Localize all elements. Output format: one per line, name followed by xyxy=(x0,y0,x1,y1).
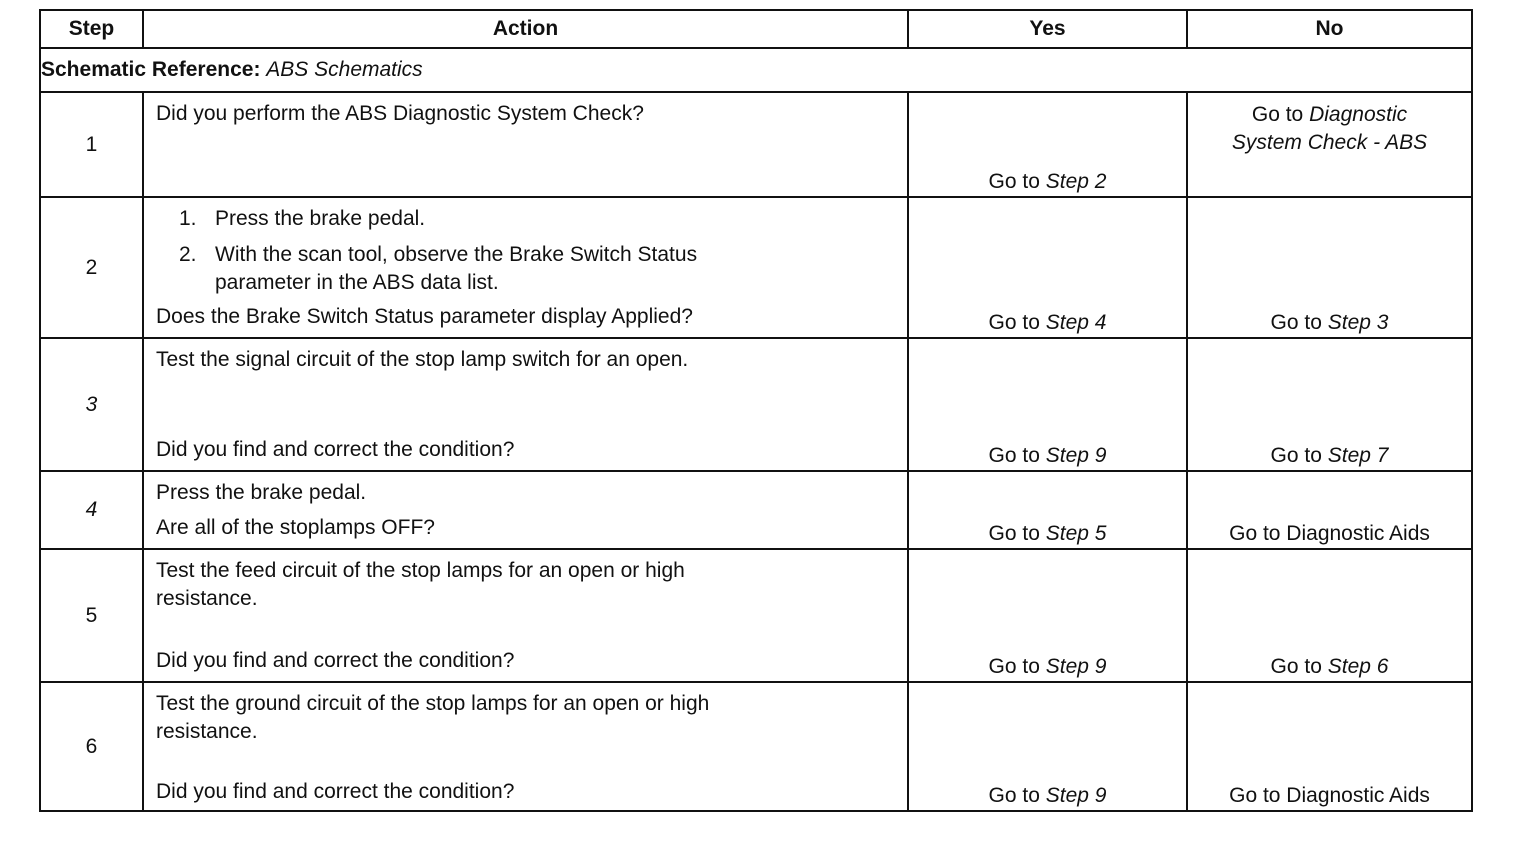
no-prefix: Go to xyxy=(1270,655,1322,678)
yes-cell xyxy=(908,92,1187,197)
list-text-line2: parameter in the ABS data list. xyxy=(215,271,499,294)
action-text-line1: Test the feed circuit of the stop lamps for an open or high xyxy=(156,559,685,582)
step-number: 5 xyxy=(40,549,143,682)
yes-step-ref: Step 5 xyxy=(1045,522,1107,545)
no-cell xyxy=(1187,549,1472,682)
no-cell: Go to Diagnostic Aids xyxy=(1187,471,1472,549)
yes-cell xyxy=(908,338,1187,471)
action-cell xyxy=(143,471,908,549)
list-number: 2. xyxy=(179,243,197,266)
action-cell xyxy=(143,338,908,471)
header-action: Action xyxy=(143,10,908,48)
no-prefix: Go to xyxy=(1270,311,1322,334)
list-text-line1: With the scan tool, observe the Brake Switch Status xyxy=(215,243,698,266)
schematic-reference xyxy=(40,48,1472,92)
yes-step-ref: Step 2 xyxy=(1045,170,1107,193)
action-text-line2: resistance. xyxy=(156,587,258,610)
action-cell xyxy=(143,197,908,338)
table-row xyxy=(40,549,1472,682)
no-cell xyxy=(1187,92,1472,197)
header-yes: Yes xyxy=(908,10,1187,48)
action-text: Did you perform the ABS Diagnostic System Check? xyxy=(156,102,644,125)
action-text: Test the signal circuit of the stop lamp switch for an open. xyxy=(156,348,689,371)
header-row xyxy=(40,10,1472,48)
step-number: 3 xyxy=(40,338,143,471)
table-row xyxy=(40,682,1472,811)
action-question: Does the Brake Switch Status parameter display Applied? xyxy=(156,305,693,328)
no-step-ref: Step 7 xyxy=(1327,444,1389,467)
action-question: Are all of the stoplamps OFF? xyxy=(156,516,435,539)
action-question: Did you find and correct the condition? xyxy=(156,438,515,461)
list-item xyxy=(179,241,897,297)
yes-cell xyxy=(908,549,1187,682)
action-cell xyxy=(143,92,908,197)
action-text-line2: resistance. xyxy=(156,720,258,743)
yes-step-ref: Step 9 xyxy=(1045,655,1107,678)
yes-cell xyxy=(908,471,1187,549)
action-text-line1: Test the ground circuit of the stop lamps for an open or high xyxy=(156,692,710,715)
table-row xyxy=(40,471,1472,549)
no-step-ref: Step 3 xyxy=(1327,311,1389,334)
yes-step-ref: Step 4 xyxy=(1045,311,1107,334)
table-row xyxy=(40,92,1472,197)
no-ref-line1: Diagnostic xyxy=(1309,103,1408,126)
list-text: Press the brake pedal. xyxy=(215,207,426,230)
action-text: Press the brake pedal. xyxy=(156,481,367,504)
yes-cell xyxy=(908,682,1187,811)
list-item xyxy=(179,205,897,233)
step-number: 4 xyxy=(40,471,143,549)
yes-prefix: Go to xyxy=(988,522,1040,545)
no-cell xyxy=(1187,338,1472,471)
header-step: Step xyxy=(40,10,143,48)
no-prefix: Go to xyxy=(1270,444,1322,467)
header-no: No xyxy=(1187,10,1472,48)
yes-cell xyxy=(908,197,1187,338)
step-number: 6 xyxy=(40,682,143,811)
no-ref-line2: System Check - ABS xyxy=(1231,131,1428,154)
action-cell xyxy=(143,549,908,682)
step-number: 1 xyxy=(40,92,143,197)
yes-prefix: Go to xyxy=(988,311,1040,334)
yes-prefix: Go to xyxy=(988,170,1040,193)
yes-prefix: Go to xyxy=(988,444,1040,467)
step-number: 2 xyxy=(40,197,143,338)
no-cell xyxy=(1187,197,1472,338)
table-row xyxy=(40,338,1472,471)
no-prefix: Go to xyxy=(1251,103,1304,126)
no-cell: Go to Diagnostic Aids xyxy=(1187,682,1472,811)
yes-step-ref: Step 9 xyxy=(1045,784,1107,807)
action-question: Did you find and correct the condition? xyxy=(156,649,515,672)
yes-prefix: Go to xyxy=(988,655,1040,678)
schematic-label: Schematic Reference: xyxy=(41,58,261,81)
schematic-row xyxy=(40,48,1472,92)
action-question: Did you find and correct the condition? xyxy=(156,780,515,803)
list-number: 1. xyxy=(179,207,197,230)
diagnostic-table xyxy=(39,9,1473,812)
schematic-value: ABS Schematics xyxy=(266,58,423,81)
table-row xyxy=(40,197,1472,338)
no-step-ref: Step 6 xyxy=(1327,655,1389,678)
yes-step-ref: Step 9 xyxy=(1045,444,1107,467)
yes-prefix: Go to xyxy=(988,784,1040,807)
action-cell xyxy=(143,682,908,811)
